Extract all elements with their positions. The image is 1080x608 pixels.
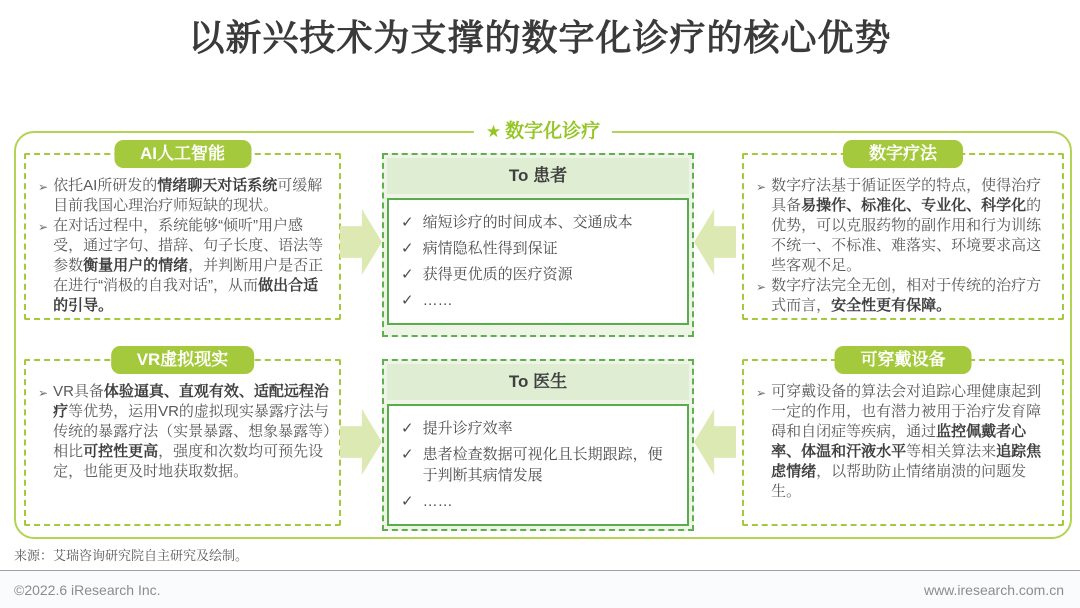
check-item-text: 缩短诊疗的时间成本、交通成本 <box>422 214 633 231</box>
check-icon: ✓ <box>401 240 414 257</box>
panel-wearable-bullets <box>744 361 1062 508</box>
check-item <box>401 491 675 512</box>
bullet-item <box>38 382 331 482</box>
arrow-left-icon <box>694 209 736 275</box>
check-icon: ✓ <box>401 420 414 437</box>
digital-care-board <box>14 121 1072 539</box>
check-item-text: …… <box>422 292 453 309</box>
star-icon: ★ <box>485 122 502 141</box>
bullet-text: 在对话过程中，系统能够“倾听”用户感受，通过字句、措辞、句子长度、语法等参数衡量用户的情绪，并判断用户是否正在进行“消极的自我对话”，从而做出合适的引导。 <box>53 217 324 314</box>
bullet-text: 可穿戴设备的算法会对追踪心理健康起到一定的作用，也有潜力被用于治疗发育障碍和自闭症等疾病，通过监控佩戴者心率、体温和汗液水平等相关算法来追踪焦虑情绪，以帮助防止情绪崩溃的问题发生。 <box>771 383 1042 500</box>
panel-vr <box>24 350 341 526</box>
website-text: www.iresearch.com.cn <box>923 581 1064 598</box>
check-icon: ✓ <box>401 214 414 231</box>
panel-wearable <box>742 350 1064 526</box>
board-legend-label: 数字化诊疗 <box>505 121 601 142</box>
check-item-text: 提升诊疗效率 <box>422 420 513 437</box>
to-patients-title: To 患者 <box>387 158 689 194</box>
check-icon: ✓ <box>401 292 414 309</box>
bullet-item <box>756 276 1054 316</box>
bullet-text: VR具备体验逼真、直观有效、适配远程治疗等优势，运用VR的虚拟现实暴露疗法与传统的暴露疗法（实景暴露、想象暴露等）相比可控性更高，强度和次数均可预先设定，也能更及时地获取数据。 <box>53 383 331 480</box>
panel-vr-title: VR虚拟现实 <box>111 346 255 374</box>
bullet-arrow-icon: ➢ <box>38 386 49 400</box>
bullet-item <box>756 382 1054 502</box>
bullet-text: 依托AI所研发的情绪聊天对话系统可缓解目前我国心理治疗师短缺的现状。 <box>53 177 323 214</box>
check-item <box>401 444 675 486</box>
check-item <box>401 290 675 311</box>
panel-vr-bullets <box>26 361 339 488</box>
check-item <box>401 238 675 259</box>
check-item <box>401 264 675 285</box>
panel-to-doctors <box>382 359 694 531</box>
bullet-arrow-icon: ➢ <box>38 220 49 234</box>
bullet-arrow-icon: ➢ <box>756 180 767 194</box>
to-doctors-title: To 医生 <box>387 364 689 400</box>
panel-digital-therapy-title: 数字疗法 <box>843 140 963 168</box>
check-item-text: 病情隐私性得到保证 <box>422 240 558 257</box>
check-item <box>401 212 675 233</box>
to-patients-list <box>387 198 689 325</box>
to-doctors-list <box>387 404 689 526</box>
bullet-arrow-icon: ➢ <box>756 386 767 400</box>
copyright-text: ©2022.6 iResearch Inc. <box>14 581 161 598</box>
check-icon: ✓ <box>401 493 414 510</box>
bullet-item <box>38 216 331 316</box>
footer-bar <box>0 570 1080 608</box>
board-legend <box>474 117 612 147</box>
arrow-right-icon <box>340 409 382 475</box>
arrow-left-icon <box>694 409 736 475</box>
bullet-text: 数字疗法基于循证医学的特点，使得治疗具备易操作、标准化、专业化、科学化的优势，可以克服药物的副作用和行为训练不统一、不标准、难落实、环境要求高这些客观不足。 <box>771 177 1042 274</box>
panel-ai-title: AI人工智能 <box>114 140 251 168</box>
panel-to-patients <box>382 153 694 337</box>
panel-digital-therapy <box>742 144 1064 320</box>
source-note: 来源：艾瑞咨询研究院自主研究及绘制。 <box>14 548 249 563</box>
page-title: 以新兴技术为支撑的数字化诊疗的核心优势 <box>188 17 892 58</box>
panel-wearable-title: 可穿戴设备 <box>835 346 972 374</box>
panel-digital-therapy-bullets <box>744 155 1062 322</box>
bullet-item <box>756 176 1054 276</box>
check-icon: ✓ <box>401 266 414 283</box>
check-item-text: 患者检查数据可视化且长期跟踪，便于判断其病情发展 <box>422 446 663 484</box>
bullet-arrow-icon: ➢ <box>756 280 767 294</box>
bullet-item <box>38 176 331 216</box>
check-item-text: …… <box>422 493 453 510</box>
check-item-text: 获得更优质的医疗资源 <box>422 266 573 283</box>
bullet-text: 数字疗法完全无创，相对于传统的治疗方式而言，安全性更有保障。 <box>771 277 1042 314</box>
panel-ai <box>24 144 341 320</box>
arrow-right-icon <box>340 209 382 275</box>
check-item <box>401 418 675 439</box>
bullet-arrow-icon: ➢ <box>38 180 49 194</box>
panel-ai-bullets <box>26 155 339 322</box>
check-icon: ✓ <box>401 446 414 463</box>
